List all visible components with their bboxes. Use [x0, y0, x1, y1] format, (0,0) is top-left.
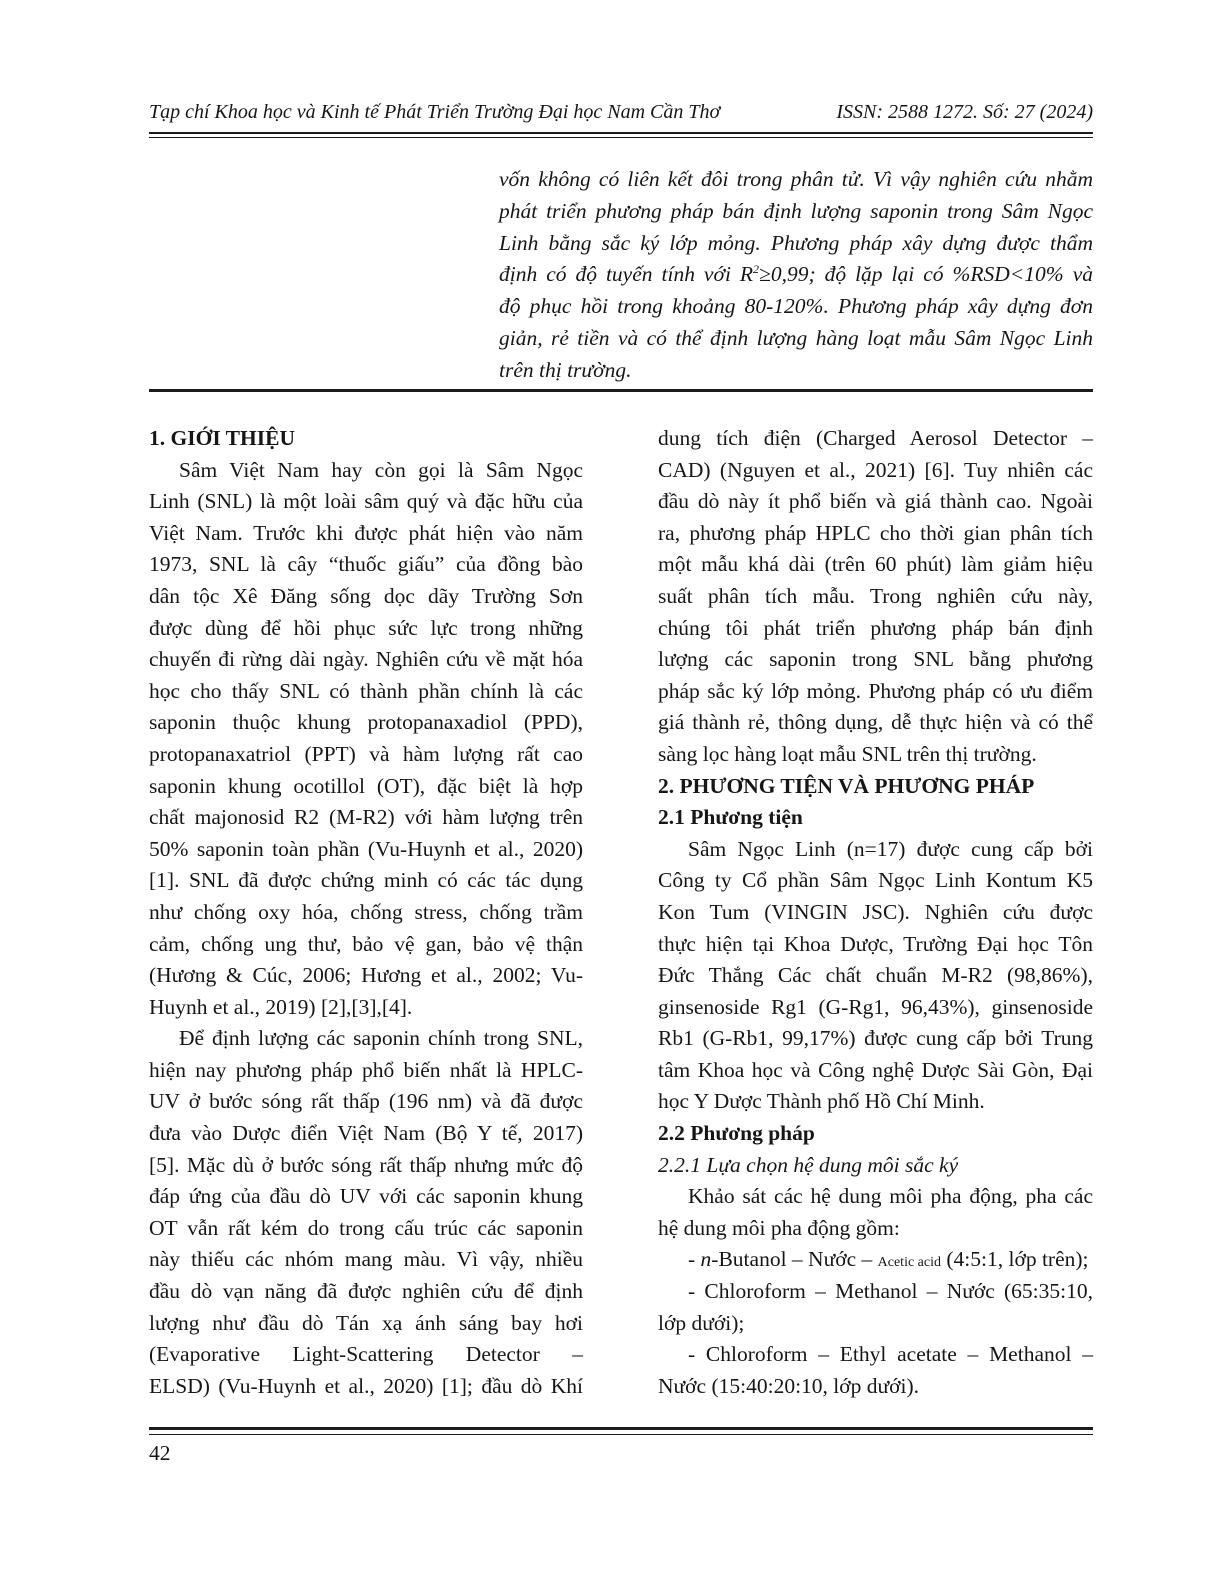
footer-rule-bottom	[149, 1434, 1093, 1435]
text-line: OT vẫn rất kém do trong cấu trúc các saponin	[149, 1215, 583, 1240]
text-line: Rb1 (G-Rb1, 99,17%) được cung cấp bởi Trung	[658, 1026, 1093, 1051]
page-number: 42	[149, 1441, 171, 1465]
section-heading-materials-methods: 2. PHƯƠNG TIỆN VÀ PHƯƠNG PHÁP	[658, 773, 1035, 798]
text-line: sàng lọc hàng loạt mẫu SNL trên thị trường.	[658, 741, 1037, 766]
text-line: đưa vào Dược điển Việt Nam (Bộ Y tế, 2017)	[149, 1121, 583, 1146]
text-line: Việt Nam. Trước khi được phát hiện vào năm	[149, 520, 583, 545]
right-column	[658, 423, 1093, 1402]
text-line: Công ty Cổ phần Sâm Ngọc Linh Kontum K5	[658, 868, 1093, 893]
text-line: protopanaxatriol (PPT) và hàm lượng rất cao	[149, 741, 583, 766]
text-line: như chống oxy hóa, chống stress, chống trầm	[149, 899, 583, 924]
text-line: saponin thuộc khung protopanaxadiol (PPD),	[149, 710, 583, 735]
abstract-rule	[149, 389, 1093, 392]
text-line: Sâm Việt Nam hay còn gọi là Sâm Ngọc	[179, 457, 583, 482]
text-line: Đức Thắng Các chất chuẩn M-R2 (98,86%),	[658, 963, 1093, 988]
text-line: lớp dưới);	[658, 1310, 745, 1335]
text-line: ginsenoside Rg1 (G-Rg1, 96,43%), ginsenoside	[658, 994, 1093, 1019]
text-line: CAD) (Nguyen et al., 2021) [6]. Tuy nhiên các	[658, 457, 1093, 482]
text-line: chất majonosid R2 (M-R2) với hàm lượng trên	[149, 805, 583, 830]
abstract-line: giản, rẻ tiền và có thể định lượng hàng loạt mẫu Sâm Ngọc Linh	[499, 325, 1093, 350]
text-line: tâm Khoa học và Công nghệ Dược Sài Gòn, Đại	[658, 1057, 1093, 1082]
subsection-heading-methods: 2.2 Phương pháp	[658, 1121, 815, 1146]
abstract-line: định có độ tuyến tính với $R^2\ge 0,99$; độ lặp lại có %RSD<10% và	[499, 262, 1093, 287]
text-line: [5]. Mặc dù ở bước sóng rất thấp nhưng mức độ	[149, 1152, 583, 1177]
text-line: một mẫu khá dài (trên 60 phút) làm giảm hiệu	[658, 552, 1093, 577]
text-line: hệ dung môi pha động gồm:	[658, 1215, 900, 1240]
text-line: chúng tôi phát triển phương pháp bán định	[658, 615, 1093, 640]
abstract-line: Linh bằng sắc ký lớp mỏng. Phương pháp xây dựng được thẩm	[499, 230, 1093, 255]
text-line: lượng như đầu dò Tán xạ ánh sáng bay hơi	[149, 1310, 583, 1335]
text-line: Để định lượng các saponin chính trong SNL,	[179, 1026, 583, 1051]
abstract-line: phát triển phương pháp bán định lượng saponin trong Sâm Ngọc	[499, 198, 1093, 223]
text-line: saponin khung ocotillol (OT), đặc biệt là hợp	[149, 773, 583, 798]
text-line: lượng các saponin trong SNL bằng phương	[658, 647, 1093, 672]
text-line: 50% saponin toàn phần (Vu-Huynh et al., 2020)	[149, 836, 583, 861]
text-line: học cho thấy SNL có thành phần chính là các	[149, 678, 583, 703]
text-line: - Chloroform – Ethyl acetate – Methanol –	[688, 1342, 1093, 1367]
text-line: ra, phương pháp HPLC cho thời gian phân tích	[658, 520, 1093, 545]
header-rule-top	[149, 132, 1093, 134]
issn-issue: ISSN: 2588 1272. Số: 27 (2024)	[836, 101, 1093, 123]
text-line: ELSD) (Vu-Huynh et al., 2020) [1]; đầu dò Khí	[149, 1373, 583, 1398]
abstract-line: vốn không có liên kết đôi trong phân tử. Vì vậy nghiên cứu nhằm	[499, 167, 1093, 191]
abstract-line: trên thị trường.	[499, 357, 632, 382]
text-line: pháp sắc ký lớp mỏng. Phương pháp có ưu điểm	[658, 678, 1093, 703]
text-line: Nước (15:40:20:10, lớp dưới).	[658, 1373, 920, 1398]
text-line: Sâm Ngọc Linh (n=17) được cung cấp bởi	[688, 836, 1093, 861]
text-line: (Evaporative Light-Scattering Detector –	[149, 1342, 583, 1367]
text-line: (Hương & Cúc, 2006; Hương et al., 2002; Vu-	[149, 963, 583, 988]
abstract-line: độ phục hồi trong khoảng 80-120%. Phương pháp xây dựng đơn	[499, 294, 1093, 319]
text-line: này thiếu các nhóm mang màu. Vì vậy, nhiều	[149, 1247, 583, 1272]
text-line: đầu dò này ít phổ biến và giá thành cao. Ngoài	[658, 489, 1093, 514]
text-line: đầu dò vạn năng đã được nghiên cứu để định	[149, 1279, 583, 1304]
running-header	[149, 101, 1093, 129]
text-line: suất phân tích mẫu. Trong nghiên cứu này,	[658, 583, 1093, 608]
intro-paragraph-2	[149, 1023, 583, 1402]
text-line: cảm, chống ung thư, bảo vệ gan, bảo vệ thận	[149, 931, 583, 956]
text-line: 1973, SNL là cây “thuốc giấu” của đồng bào	[149, 552, 583, 577]
abstract-continuation	[499, 164, 1093, 387]
text-line: học Y Dược Thành phố Hồ Chí Minh.	[658, 1089, 985, 1114]
intro-paragraph-2-continued	[658, 423, 1093, 771]
text-line: Linh (SNL) là một loài sâm quý và đặc hữu của	[149, 489, 583, 514]
materials-paragraph	[658, 834, 1093, 1118]
text-line: Khảo sát các hệ dung môi pha động, pha các	[688, 1184, 1093, 1209]
text-line: thực hiện tại Khoa Dược, Trường Đại học Tôn	[658, 931, 1093, 956]
text-line: UV ở bước sóng rất thấp (196 nm) và đã được	[149, 1089, 583, 1114]
left-column	[149, 423, 583, 1402]
text-line: Huynh et al., 2019) [2],[3],[4].	[149, 994, 413, 1019]
text-line: hiện nay phương pháp phổ biến nhất là HPLC-	[149, 1057, 583, 1082]
subsubsection-heading-solvent-selection: 2.2.1 Lựa chọn hệ dung môi sắc ký	[658, 1152, 959, 1177]
text-line: [1]. SNL đã được chứng minh có các tác dụng	[149, 868, 583, 893]
solvent-system-3	[658, 1339, 1093, 1402]
text-line: dung tích điện (Charged Aerosol Detector –	[658, 426, 1093, 450]
text-line: - Chloroform – Methanol – Nước (65:35:10,	[688, 1279, 1093, 1304]
methods-paragraph	[658, 1181, 1093, 1244]
journal-title: Tạp chí Khoa học và Kinh tế Phát Triển Trường Đại học Nam Cần Thơ	[149, 101, 721, 123]
solvent-system-1: - n-Butanol – Nước – Acetic acid (4:5:1, lớp trên);	[688, 1247, 1089, 1272]
subsection-heading-materials: 2.1 Phương tiện	[658, 805, 803, 830]
text-line: chuyến đi rừng dài ngày. Nghiên cứu về mặt hóa	[149, 647, 583, 672]
text-line: đáp ứng của đầu dò UV với các saponin khung	[149, 1184, 583, 1209]
section-heading-introduction: 1. GIỚI THIỆU	[149, 426, 295, 450]
footer-rule-top	[149, 1427, 1093, 1430]
intro-paragraph-1	[149, 455, 583, 1024]
header-rule-bottom	[149, 137, 1093, 138]
text-line: dân tộc Xê Đăng sống dọc dãy Trường Sơn	[149, 583, 583, 608]
text-line: Kon Tum (VINGIN JSC). Nghiên cứu được	[658, 899, 1093, 924]
solvent-system-2	[658, 1276, 1093, 1339]
text-line: được dùng để hồi phục sức lực trong những	[149, 615, 583, 640]
text-line: giá thành rẻ, thông dụng, dễ thực hiện và có thể	[658, 710, 1093, 735]
